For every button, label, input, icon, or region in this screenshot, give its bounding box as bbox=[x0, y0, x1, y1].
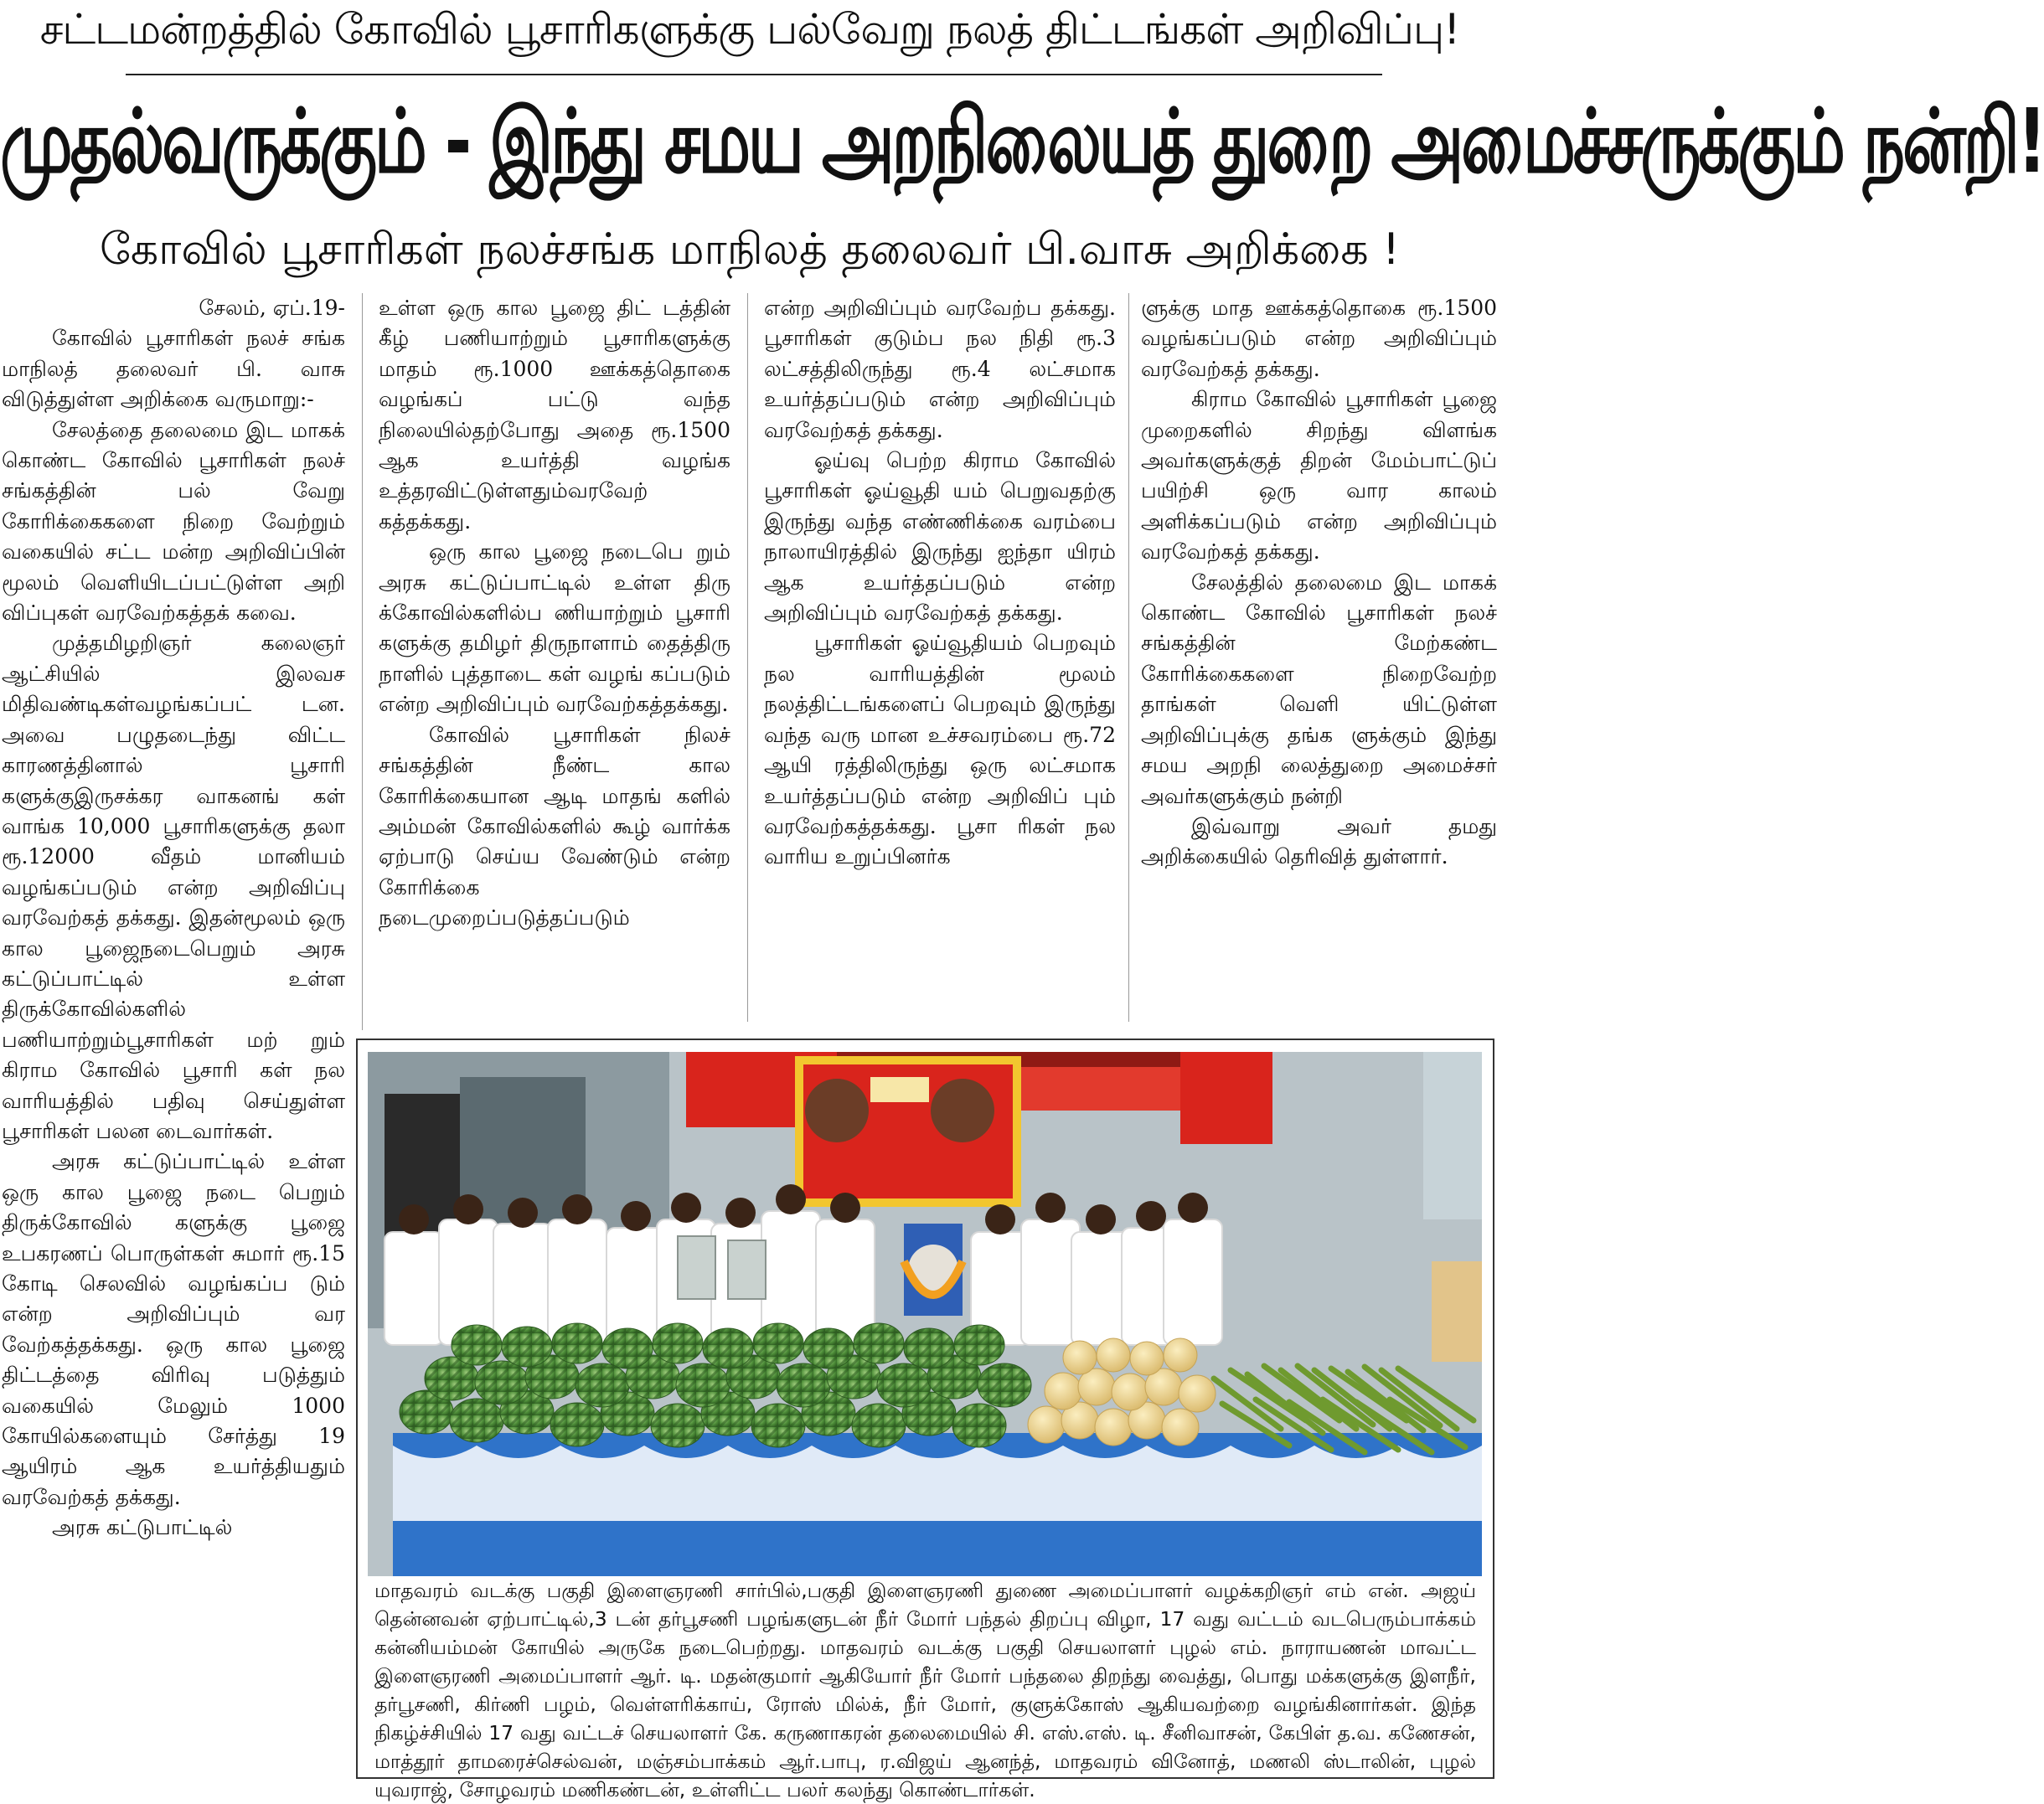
paragraph: கிராம கோவில் பூசாரிகள் பூஜை முறைகளில் சிறந்து விளங்க அவர்களுக்குத் திறன் மேம்பாட்டுப் பயிற்சி ஒரு வார காலம் அளிக்கப்படும் என்ற அறிவிப்பும் வரவேற்கத் தக்கது. bbox=[1141, 387, 1497, 564]
article-column-3 bbox=[764, 293, 1116, 1022]
article-column-4 bbox=[1141, 293, 1497, 1022]
paragraph: ளுக்கு மாத ஊக்கத்தொகை ரூ.1500 வழங்கப்படும் என்ற அறிவிப்பும் வரவேற்கத் தக்கது. bbox=[1141, 296, 1497, 381]
paragraph: ஓய்வு பெற்ற கிராம கோவில் பூசாரிகள் ஓய்வூதி யம் பெறுவதற்கு இருந்து வந்த எண்ணிக்கை வரம்பை நாலாயிரத்தில் இருந்து ஐந்தா யிரம் ஆக உயர்த்தப்படும் என்ற அறிவிப்பும் வரவேற்கத் தக்கது. bbox=[764, 448, 1116, 626]
paragraph: முத்தமிழறிஞர் கலைஞர் ஆட்சியில் இலவச மிதிவண்டிகள்வழங்கப்பட் டன. அவை பழுதடைந்து விட்ட காரணத்தினால் பூசாரி களுக்குஇருசக்கர வாகனங் கள் வாங்க 10,000 பூசாரிகளுக்கு தலா ரூ.12000 வீதம் மானியம் வழங்கப்படும் என்ற அறிவிப்பு வரவேற்கத் தக்கது. இதன்மூலம் ஒரு கால பூஜைநடைபெறும் அரசு கட்டுப்பாட்டில் உள்ள திருக்கோவில்களில் பணியாற்றும்பூசாரிகள் மற் றும் கிராம கோவில் பூசாரி கள் நல வாரியத்தில் பதிவு செய்துள்ள பூசாரிகள் பலன டைவார்கள். bbox=[2, 631, 345, 1143]
paragraph: ஒரு கால பூஜை நடைபெ றும் அரசு கட்டுப்பாட்டில் உள்ள திரு க்கோவில்களில்ப ணியாற்றும் பூசாரி களுக்கு தமிழர் திருநாளாம் தைத்திரு நாளில் புத்தாடை கள் வழங் கப்படும் என்ற அறிவிப்பும் வரவேற்கத்தக்கது. bbox=[379, 539, 730, 717]
paragraph: உள்ள ஒரு கால பூஜை திட் டத்தின் கீழ் பணியாற்றும் பூசாரிகளுக்கு மாதம் ரூ.1000 ஊக்கத்தொகை வழங்கப் பட்டு வந்த நிலையில்தற்போது அதை ரூ.1500 ஆக உயர்த்தி வழங்க உத்தரவிட்டுள்ளதும்வரவேற் கத்தக்கது. bbox=[379, 296, 730, 533]
paragraph: அரசு கட்டுப்பாட்டில் உள்ள ஒரு கால பூஜை நடை பெறும் திருக்கோவில் களுக்கு பூஜை உபகரணப் பொருள்கள் சுமார் ரூ.15 கோடி செலவில் வழங்கப்ப டும் என்ற அறிவிப்பும் வர வேற்கத்தக்கது. ஒரு கால பூஜை திட்டத்தை விரிவு படுத்தும் வகையில் மேலும் 1000 கோயில்களையும் சேர்த்து 19 ஆயிரம் ஆக உயர்த்தியதும் வரவேற்கத் தக்கது. bbox=[2, 1149, 345, 1509]
paragraph: சேலத்தை தலைமை இட மாகக் கொண்ட கோவில் பூசாரிகள் நலச் சங்கத்தின் பல் வேறு கோரிக்கைகளை நிறை வேற்றும் வகையில் சட்ட மன்ற அறிவிப்பின் மூலம் வெளியிடப்பட்டுள்ள அறி விப்புகள் வரவேற்கத்தக் கவை. bbox=[2, 417, 345, 626]
event-photo-illustration bbox=[368, 1052, 1482, 1576]
paragraph: சேலத்தில் தலைமை இட மாகக் கொண்ட கோவில் பூசாரிகள் நலச் சங்கத்தின் மேற்கண்ட கோரிக்கைகளை நிறைவேற்ற தாங்கள் வெளி யிட்டுள்ள அறிவிப்புக்கு தங்க ளுக்கும் இந்து சமய அறநி லைத்துறை அமைச்சர் அவர்களுக்கும் நன்றி bbox=[1141, 570, 1497, 808]
column-divider bbox=[747, 293, 748, 1022]
dateline: சேலம், ஏப்.19- bbox=[199, 296, 345, 320]
paragraph: கோவில் பூசாரிகள் நலச் சங்க மாநிலத் தலைவர் பி. வாசு விடுத்துள்ள அறிக்கை வருமாறு:- bbox=[2, 326, 345, 412]
article-column-2 bbox=[379, 293, 730, 1022]
main-headline: முதல்வருக்கும் - இந்து சமய அறநிலையத் துறை அமைச்சருக்கும் நன்றி! bbox=[0, 91, 2044, 193]
paragraph: கோவில் பூசாரிகள் நிலச் சங்கத்தின் நீண்ட கால கோரிக்கையான ஆடி மாதங் களில் அம்மன் கோவில்களில் கூழ் வார்க்க ஏற்பாடு செய்ய வேண்டும் என்ற கோரிக்கை நடைமுறைப்படுத்தப்படும் bbox=[379, 722, 730, 930]
paragraph: என்ற அறிவிப்பும் வரவேற்ப தக்கது. பூசாரிகள் குடும்ப நல நிதி ரூ.3 லட்சத்திலிருந்து ரூ.4 லட்சமாக உயர்த்தப்படும் என்ற அறிவிப்பும் வரவேற்கத் தக்கது. bbox=[764, 296, 1116, 442]
kicker-headline: சட்டமன்றத்தில் கோவில் பூசாரிகளுக்கு பல்வேறு நலத் திட்டங்கள் அறிவிப்பு! bbox=[39, 5, 1460, 54]
paragraph: அரசு கட்டுபாட்டில் bbox=[52, 1515, 233, 1540]
column-divider bbox=[1128, 293, 1129, 1022]
column-divider bbox=[362, 293, 363, 1030]
photo-caption: மாதவரம் வடக்கு பகுதி இளைஞரணி சார்பில்,பகுதி இளைஞரணி துணை அமைப்பாளர் வழக்கறிஞர் எம் என். அஜய் தென்னவன் ஏற்பாட்டில்,3 டன் தர்பூசணி பழங்களுடன் நீர் மோர் பந்தல் திறப்பு விழா, 17 வது வட்டம் வடபெரும்பாக்கம் கன்னியம்மன் கோயில் அருகே நடைபெற்றது. மாதவரம் வடக்கு பகுதி செயலாளர் புழல் எம். நாராயணன் மாவட்ட இளைஞரணி அமைப்பாளர் ஆர். டி. மதன்குமார் ஆகியோர் நீர் மோர் பந்தலை திறந்து வைத்து, பொது மக்களுக்கு இளநீர், தர்பூசணி, கிர்ணி பழம், வெள்ளரிக்காய், ரோஸ் மில்க், நீர் மோர், குளுக்கோஸ் ஆகியவற்றை வழங்கினார்கள். இந்த நிகழ்ச்சியில் 17 வது வட்டச் செயலாளர் கே. கருணாகரன் தலைமையில் சி. எஸ்.எஸ். டி. சீனிவாசன், கேபிள் த.வ. கணேசன், மாத்தூர் தாமரைச்செல்வன், மஞ்சம்பாக்கம் ஆர்.பாபு, ர.விஜய் ஆனந்த், மாதவரம் வினோத், மணலி ஸ்டாலின், புழல் யுவராஜ், சோழவரம் மணிகண்டன், உள்ளிட்ட பலர் கலந்து கொண்டார்கள். bbox=[374, 1579, 1476, 1801]
paragraph: பூசாரிகள் ஓய்வூதியம் பெறவும் நல வாரியத்தின் மூலம் நலத்திட்டங்களைப் பெறவும் இருந்து வந்த வரு மான உச்சவரம்பை ரூ.72 ஆயி ரத்திலிருந்து ஒரு லட்சமாக உயர்த்தப்படும் என்ற அறிவிப் பும் வரவேற்கத்தக்கது. பூசா ரிகள் நல வாரிய உறுப்பினர்க bbox=[764, 631, 1116, 869]
article-column-1 bbox=[2, 293, 345, 1784]
sub-headline: கோவில் பூசாரிகள் நலச்சங்க மாநிலத் தலைவர் பி.வாசு அறிக்கை ! bbox=[99, 224, 1401, 275]
paragraph: இவ்வாறு அவர் தமது அறிக்கையில் தெரிவித் துள்ளார். bbox=[1141, 813, 1497, 869]
event-photo bbox=[368, 1052, 1482, 1576]
photo-story-box bbox=[356, 1039, 1494, 1801]
